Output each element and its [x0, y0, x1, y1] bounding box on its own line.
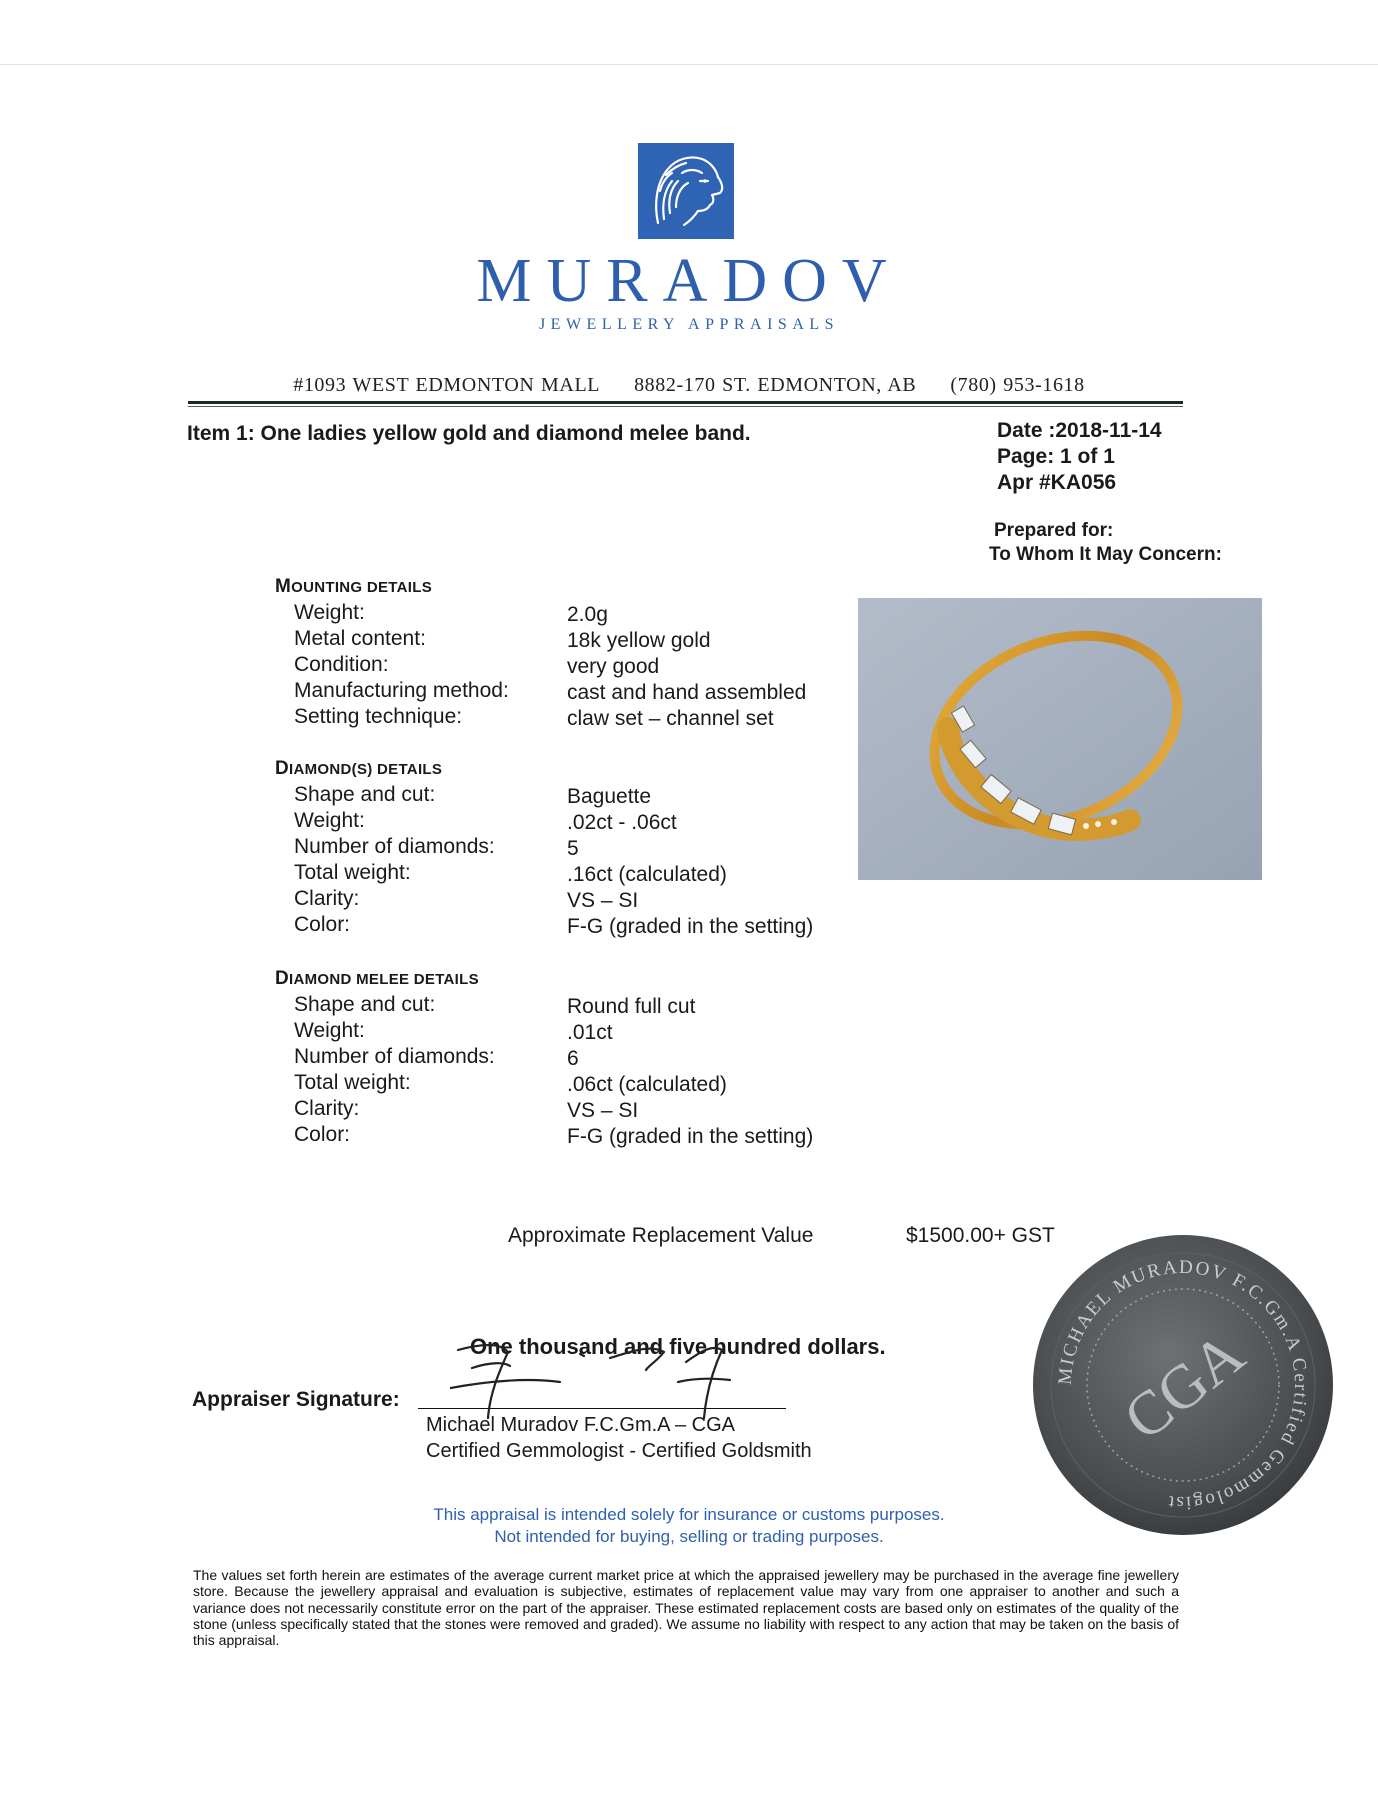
diamond-count-label: Number of diamonds:: [294, 835, 495, 858]
mounting-details-heading: MOUNTING DETAILS: [275, 576, 433, 597]
melee-weight-label: Weight:: [294, 1019, 365, 1042]
item-title: Item 1: One ladies yellow gold and diamond melee band.: [187, 422, 751, 445]
lion-head-icon: [638, 143, 734, 239]
prepared-for-label: Prepared for:: [994, 520, 1114, 541]
mounting-metal-value: 18k yellow gold: [567, 629, 711, 652]
value-in-words: One thousand and five hundred dollars.: [470, 1334, 886, 1359]
disclaimer-text: The values set forth herein are estimates of the average current market price at which the appraised jewellery may be purchased in the average fine jewellery store. Because the jewellery appraisal and evaluation is subjective, estimates of replacement value may vary from one appraiser to another and such a variance does not necessarily constitute error on the part of the appraiser. These estimated replacement costs are based only on estimates of the quality of the stone (unless specifically stated that the stones were removed and graded). We assume no liability with respect to any action that may be taken on the basis of this appraisal.: [193, 1567, 1179, 1649]
diamond-clarity-value: VS – SI: [567, 889, 639, 912]
diamonds-details-heading: DIAMOND(S) DETAILS: [275, 758, 443, 779]
appraiser-name: Michael Muradov F.C.Gm.A – CGA: [426, 1414, 735, 1436]
diamond-clarity-label: Clarity:: [294, 887, 360, 910]
replacement-value: $1500.00+ GST: [906, 1224, 1055, 1247]
svg-text:MICHAEL MURADOV F.C.Gm.A Cer: MICHAEL MURADOV F.C.Gm.A Certified Gemmologist: [1054, 1256, 1312, 1514]
diamond-total-label: Total weight:: [294, 861, 411, 884]
brand-subtitle: JEWELLERY APPRAISALS: [538, 316, 840, 333]
address-street: 8882-170 ST. EDMONTON, AB: [634, 374, 917, 396]
melee-details-heading: DIAMOND MELEE DETAILS: [275, 968, 479, 989]
diamond-shape-label: Shape and cut:: [294, 783, 436, 806]
diamond-weight-label: Weight:: [294, 809, 365, 832]
mounting-method-label: Manufacturing method:: [294, 679, 509, 702]
mounting-setting-value: claw set – channel set: [567, 707, 774, 730]
appraisal-date: Date :2018-11-14: [997, 419, 1162, 442]
appraisal-number: Apr #KA056: [997, 471, 1117, 494]
handwritten-signature: [450, 1322, 790, 1422]
brand-name: MURADOV: [476, 247, 902, 315]
mounting-condition-value: very good: [567, 655, 660, 678]
melee-total-value: .06ct (calculated): [567, 1073, 727, 1096]
diamond-shape-value: Baguette: [567, 785, 652, 808]
melee-clarity-label: Clarity:: [294, 1097, 360, 1120]
mounting-method-value: cast and hand assembled: [567, 681, 807, 704]
diamond-color-label: Color:: [294, 913, 351, 936]
diamond-color-value: F-G (graded in the setting): [567, 915, 814, 938]
melee-total-label: Total weight:: [294, 1071, 411, 1094]
replacement-value-label: Approximate Replacement Value: [508, 1224, 814, 1247]
diamond-count-value: 5: [567, 837, 579, 860]
melee-count-value: 6: [567, 1047, 579, 1070]
page-number: Page: 1 of 1: [997, 445, 1115, 468]
melee-weight-value: .01ct: [567, 1021, 613, 1044]
svg-text:CGA: CGA: [1111, 1319, 1257, 1454]
page-top-rule: [0, 64, 1378, 65]
diamond-weight-value: .02ct - .06ct: [567, 811, 677, 834]
mounting-weight-label: Weight:: [294, 601, 365, 624]
address-location: #1093 WEST EDMONTON MALL: [293, 374, 601, 396]
cga-embossed-seal: [1030, 1232, 1336, 1538]
notice-line-1: This appraisal is intended solely for insurance or customs purposes.: [433, 1505, 945, 1524]
melee-color-value: F-G (graded in the setting): [567, 1125, 814, 1148]
prepared-for-value: To Whom It May Concern:: [989, 544, 1222, 565]
header-rule-thin: [188, 406, 1183, 407]
appraiser-signature-label: Appraiser Signature:: [192, 1388, 400, 1411]
ring-photo: [858, 598, 1262, 880]
melee-shape-label: Shape and cut:: [294, 993, 436, 1016]
melee-color-label: Color:: [294, 1123, 351, 1146]
notice-line-2: Not intended for buying, selling or trading purposes.: [494, 1527, 884, 1546]
diamond-total-value: .16ct (calculated): [567, 863, 727, 886]
mounting-condition-label: Condition:: [294, 653, 389, 676]
melee-clarity-value: VS – SI: [567, 1099, 639, 1122]
melee-shape-value: Round full cut: [567, 995, 696, 1018]
mounting-metal-label: Metal content:: [294, 627, 426, 650]
appraiser-credentials: Certified Gemmologist - Certified Goldsmith: [426, 1440, 812, 1462]
address-line: [0, 374, 1378, 397]
mounting-weight-value: 2.0g: [567, 603, 608, 626]
melee-count-label: Number of diamonds:: [294, 1045, 495, 1068]
address-phone: (780) 953-1618: [950, 374, 1085, 396]
header-rule: [188, 401, 1183, 404]
mounting-setting-label: Setting technique:: [294, 705, 463, 728]
